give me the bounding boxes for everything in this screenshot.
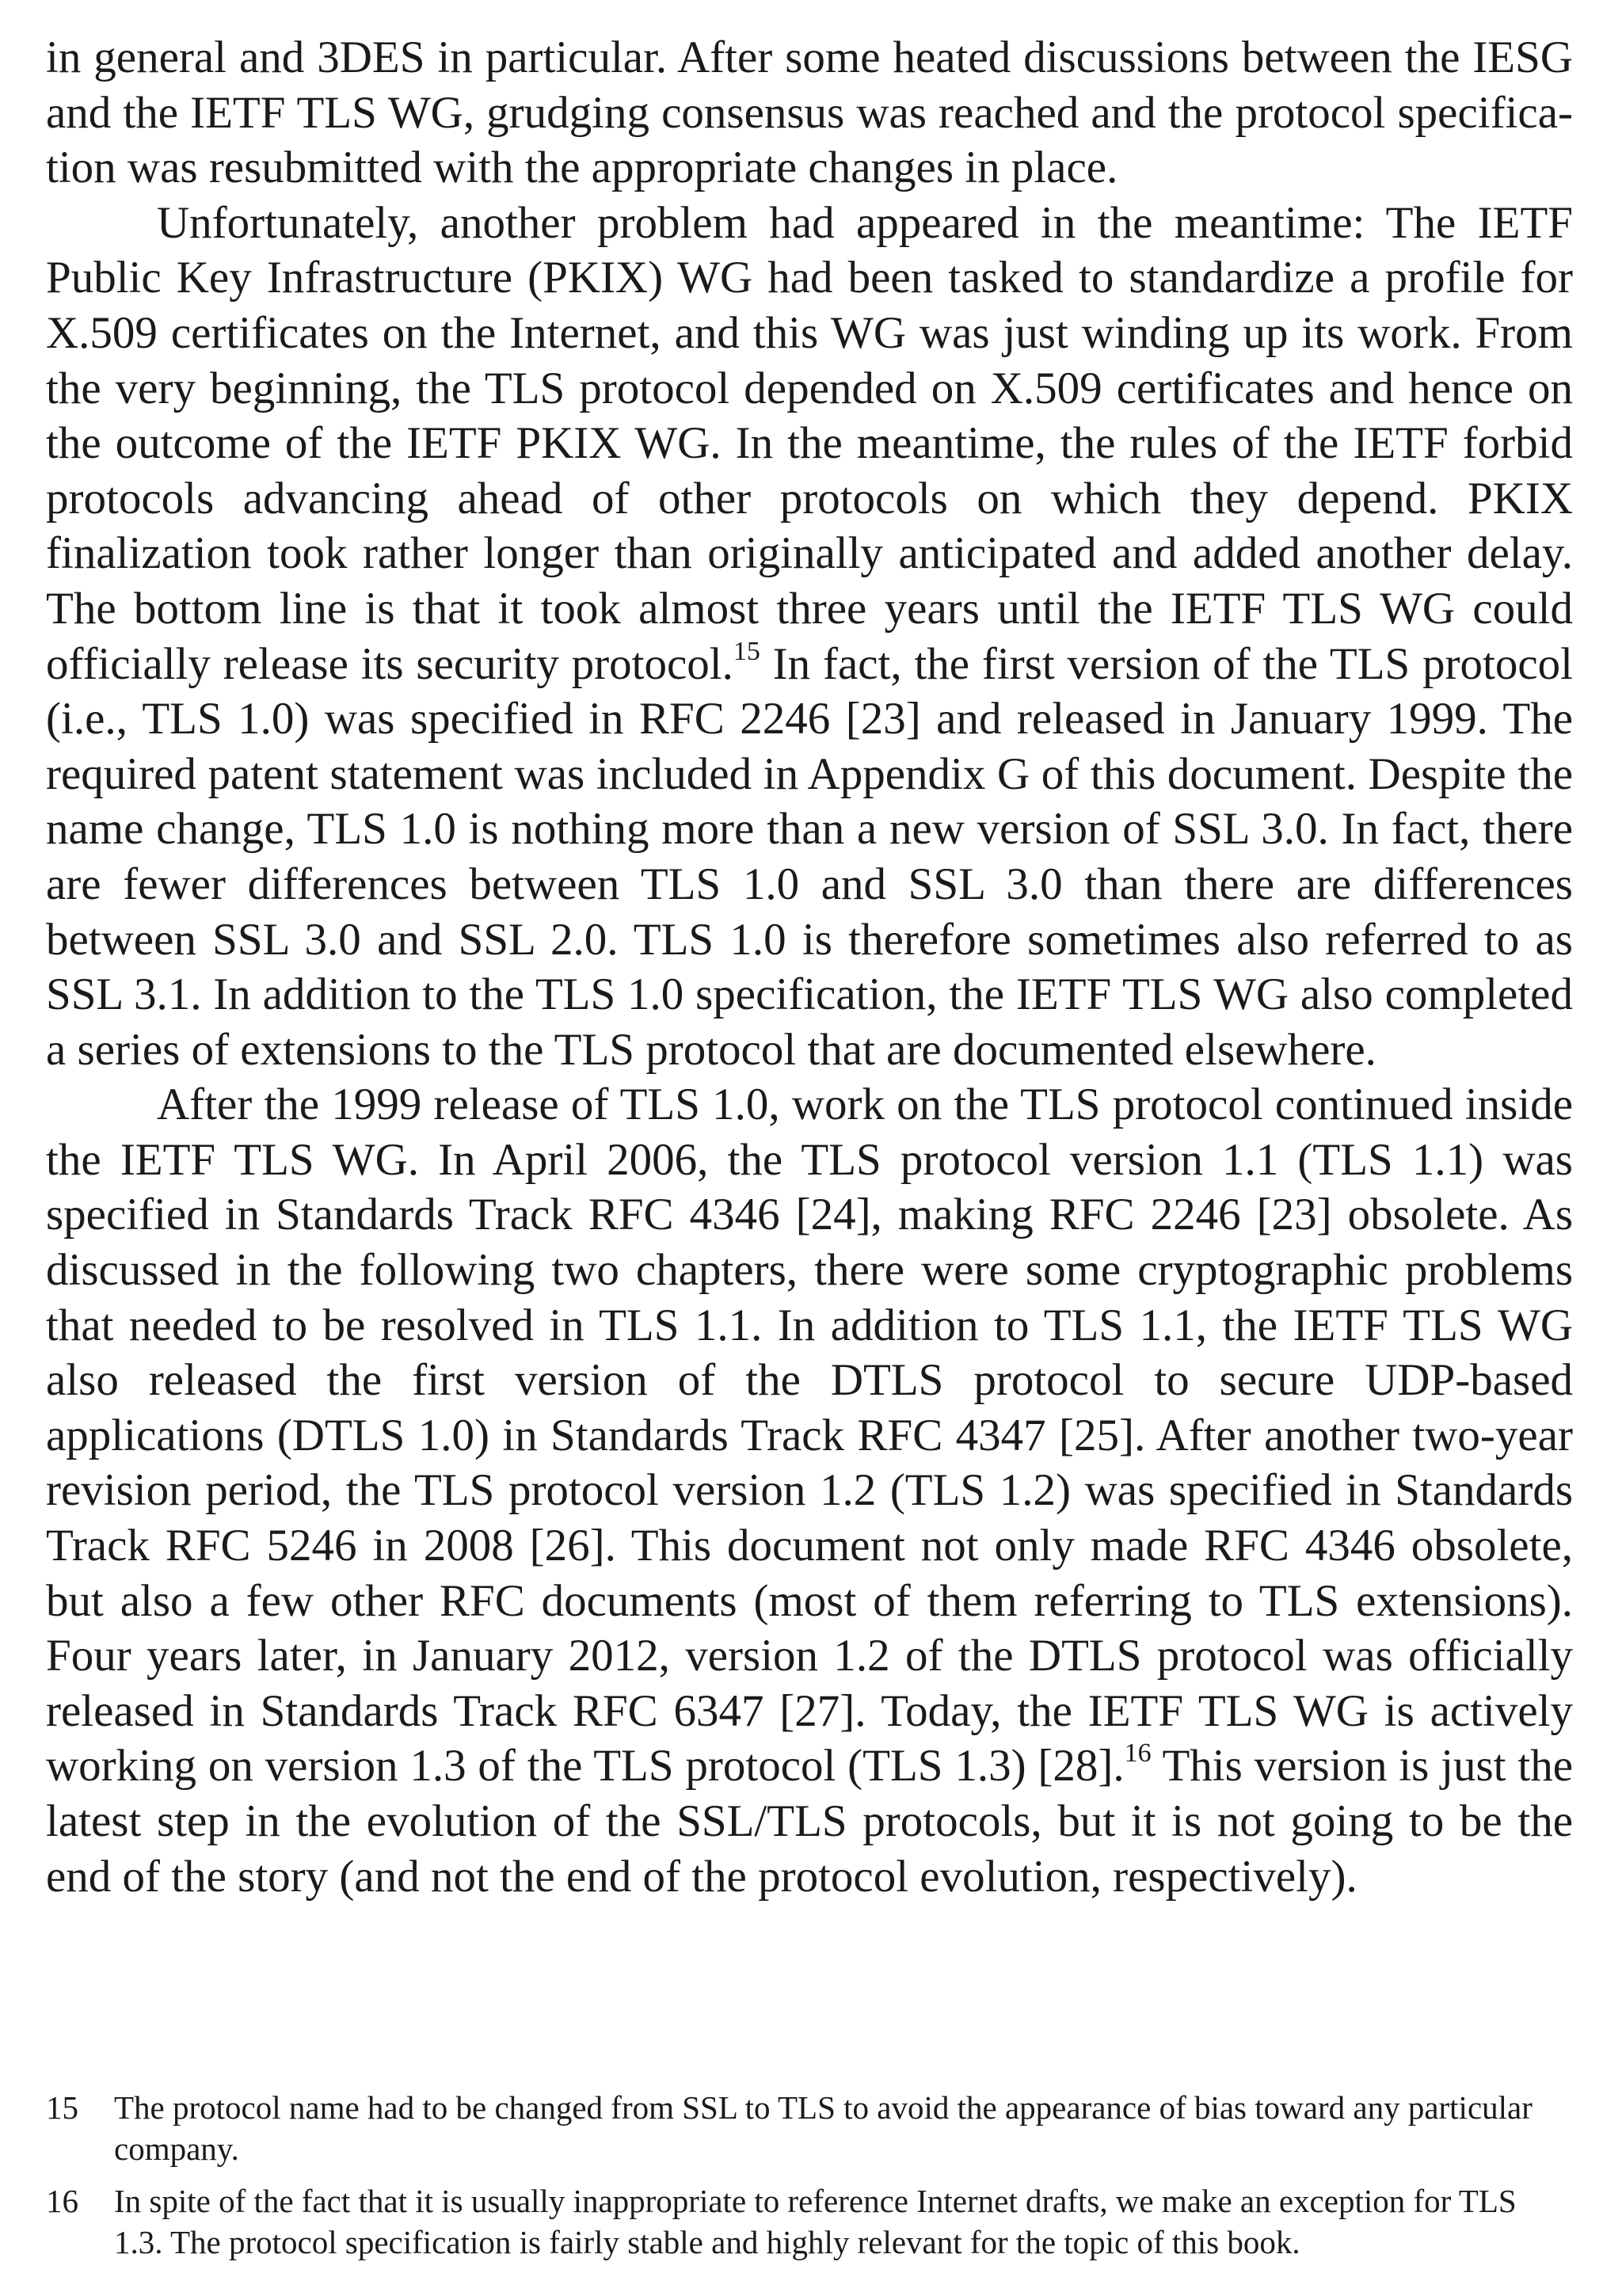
paragraph-text: In fact, the first version of the TLS protocol (i.e., TLS 1.0) was specified in RFC 2246 [23] and released in January 1999. The required patent statement was included in Appendix G of this document. Despite the name change, TLS 1.0 is nothing more than a new version of SSL 3.0. In fact, there are fewer differences between TLS 1.0 and SSL 3.0 than there are differences between SSL 3.0 and SSL 2.0. TLS 1.0 is therefore sometimes also referred to as SSL 3.1. In addition to the TLS 1.0 specification, the IETF TLS WG also completed a series of extensions to the TLS protocol that are documented elsewhere. xyxy=(46,638,1573,1075)
paragraph-text: Unfortunately, another problem had appeared in the meantime: The IETF Public Key Infrastructure (PKIX) WG had been tasked to standardize a profile for X.509 certificates on the Internet, and this WG was just winding up its work. From the very beginning, the TLS protocol depended on X.509 certificates and hence on the outcome of the IETF PKIX WG. In the meantime, the rules of the IETF forbid protocols advancing ahead of other protocols on which they depend. PKIX finalization took rather longer than originally anticipated and added another delay. The bottom line is that it took almost three years until the IETF TLS WG could officially release its security protocol. xyxy=(46,197,1573,689)
paragraph-continuation xyxy=(46,30,1573,196)
footnote-number: 15 xyxy=(46,2089,78,2126)
paragraph-pkix-delay xyxy=(46,196,1573,1078)
footnote-reference[interactable]: 16 xyxy=(1124,1738,1152,1769)
footnote xyxy=(46,2180,1573,2263)
paragraph-text: After the 1999 release of TLS 1.0, work on the TLS protocol continued inside the IETF TLS WG. In April 2006, the TLS protocol version 1.1 (TLS 1.1) was specified in Standards Track RFC 4346 [24], making RFC 2246 [23] obsolete. As discussed in the following two chapters, there were some cryptographic problems that needed to be resolved in TLS 1.1. In addition to TLS 1.1, the IETF TLS WG also released the first version of the DTLS protocol to secure UDP-based applications (DTLS 1.0) in Standards Track RFC 4347 [25]. After another two-year revision period, the TLS protocol version 1.2 (TLS 1.2) was specified in Standards Track RFC 5246 in 2008 [26]. This document not only made RFC 4346 obsolete, but also a few other RFC documents (most of them referring to TLS extensions). Four years later, in January 2012, version 1.2 of the DTLS protocol was officially released in Standards Track RFC 6347 [27]. Today, the IETF TLS WG is actively working on version 1.3 of the TLS protocol (TLS 1.3) [28]. xyxy=(46,1079,1573,1791)
footnote xyxy=(46,2087,1573,2169)
paragraph-text: in general and 3DES in particular. After some heated discussions between the IESG and the IETF TLS WG, grudging consensus was reached and the protocol specification was resubmitted with the appropriate changes in place. xyxy=(46,32,1573,193)
main-text xyxy=(46,30,1573,1904)
paragraph-text: This version is just the latest step in the evolution of the SSL/TLS protocols, but it is not going to be the end of the story (and not the end of the protocol evolution, respectively). xyxy=(46,1741,1573,1902)
footnotes xyxy=(46,2087,1573,2274)
footnote-text: The protocol name had to be changed from SSL to TLS to avoid the appearance of bias toward any particular company. xyxy=(114,2089,1533,2167)
footnote-reference[interactable]: 15 xyxy=(733,636,760,666)
footnote-text: In spite of the fact that it is usually inappropriate to reference Internet drafts, we make an exception for TLS 1.3. The protocol specification is fairly stable and highly relevant for the topic of this book. xyxy=(114,2183,1517,2260)
paragraph-tls-evolution xyxy=(46,1077,1573,1904)
footnote-number: 16 xyxy=(46,2183,78,2219)
